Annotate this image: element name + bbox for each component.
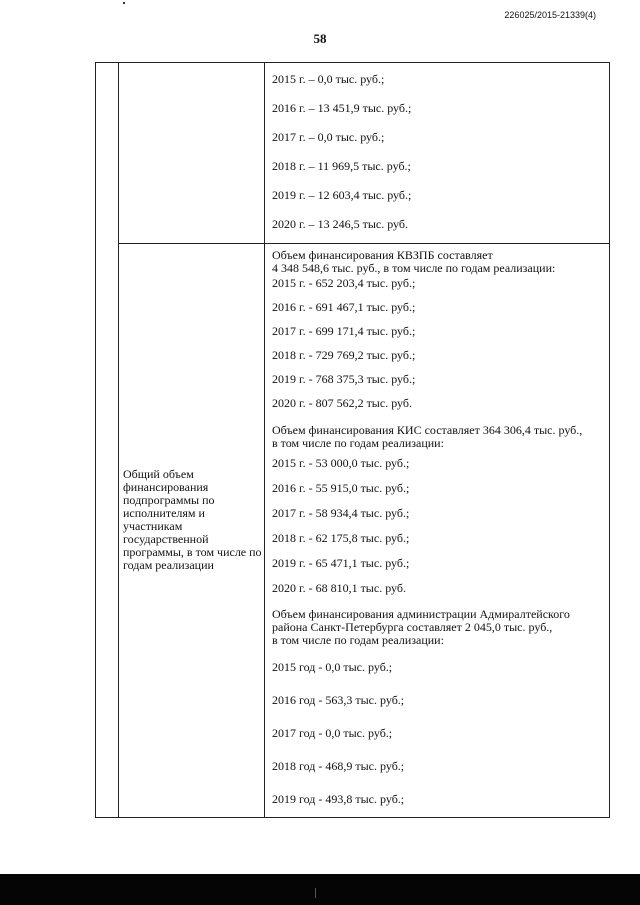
year-line: 2019 г. – 12 603,4 тыс. руб.; [272, 188, 412, 202]
admin-year-line: 2017 год - 0,0 тыс. руб.; [272, 726, 393, 740]
year-line: 2020 г. – 13 246,5 тыс. руб. [272, 217, 408, 231]
kis-year-line: 2017 г. - 58 934,4 тыс. руб.; [272, 506, 410, 520]
kis-year-line: 2019 г. - 65 471,1 тыс. руб.; [272, 556, 410, 570]
kis-year-line: 2016 г. - 55 915,0 тыс. руб.; [272, 481, 410, 495]
admin-intro-line-3: в том числе по годам реализации: [272, 633, 444, 647]
kis-year-line: 2020 г. - 68 810,1 тыс. руб. [272, 581, 406, 595]
kis-intro-line-2: в том числе по годам реализации: [272, 436, 444, 450]
table-column-divider-2 [264, 63, 265, 817]
document-id: 226025/2015-21339(4) [504, 10, 596, 20]
admin-year-line: 2015 год - 0,0 тыс. руб.; [272, 660, 393, 674]
kvzpb-intro-line-1: Объем финансирования КВЗПБ составляет [272, 248, 493, 262]
scan-bottom-edge [0, 874, 640, 905]
kis-intro-line-1: Объем финансирования КИС составляет 364 306,4 тыс. руб., [272, 423, 583, 437]
kis-year-line: 2018 г. - 62 175,8 тыс. руб.; [272, 531, 410, 545]
admin-intro [272, 608, 608, 647]
kvzpb-year-line: 2020 г. - 807 562,2 тыс. руб. [272, 396, 412, 410]
kvzpb-intro-line-2: 4 348 548,6 тыс. руб., в том числе по годам реализации: [272, 261, 556, 275]
scan-center-mark [315, 888, 316, 898]
admin-year-line: 2018 год - 468,9 тыс. руб.; [272, 759, 405, 773]
admin-intro-line-2: района Санкт-Петербурга составляет 2 045,0 тыс. руб., [272, 620, 553, 634]
kvzpb-year-line: 2019 г. - 768 375,3 тыс. руб.; [272, 372, 416, 386]
table-row-2-values [272, 249, 608, 806]
admin-intro-line-1: Объем финансирования администрации Адмиралтейского [272, 607, 570, 621]
financing-table [95, 62, 610, 818]
table-row-1-values [272, 71, 602, 245]
kis-year-line: 2015 г. - 53 000,0 тыс. руб.; [272, 456, 410, 470]
kvzpb-year-line: 2016 г. - 691 467,1 тыс. руб.; [272, 300, 416, 314]
admin-year-line: 2016 год - 563,3 тыс. руб.; [272, 693, 405, 707]
kvzpb-year-line: 2015 г. - 652 203,4 тыс. руб.; [272, 276, 416, 290]
row-2-label: Общий объем финансирования подпрограммы по исполнителям и участникам государственной программы, в том числе по годам реализации [123, 467, 262, 572]
year-line: 2017 г. – 0,0 тыс. руб.; [272, 130, 385, 144]
page-number: 58 [313, 31, 327, 46]
year-line: 2015 г. – 0,0 тыс. руб.; [272, 72, 385, 86]
kvzpb-year-line: 2018 г. - 729 769,2 тыс. руб.; [272, 348, 416, 362]
kis-intro [272, 424, 608, 450]
kvzpb-intro [272, 249, 608, 275]
table-column-divider-1 [118, 63, 119, 817]
kvzpb-year-line: 2017 г. - 699 171,4 тыс. руб.; [272, 324, 416, 338]
year-line: 2018 г. – 11 969,5 тыс. руб.; [272, 159, 411, 173]
admin-year-line: 2019 год - 493,8 тыс. руб.; [272, 792, 405, 806]
year-line: 2016 г. – 13 451,9 тыс. руб.; [272, 101, 412, 115]
scan-speck [123, 2, 125, 4]
